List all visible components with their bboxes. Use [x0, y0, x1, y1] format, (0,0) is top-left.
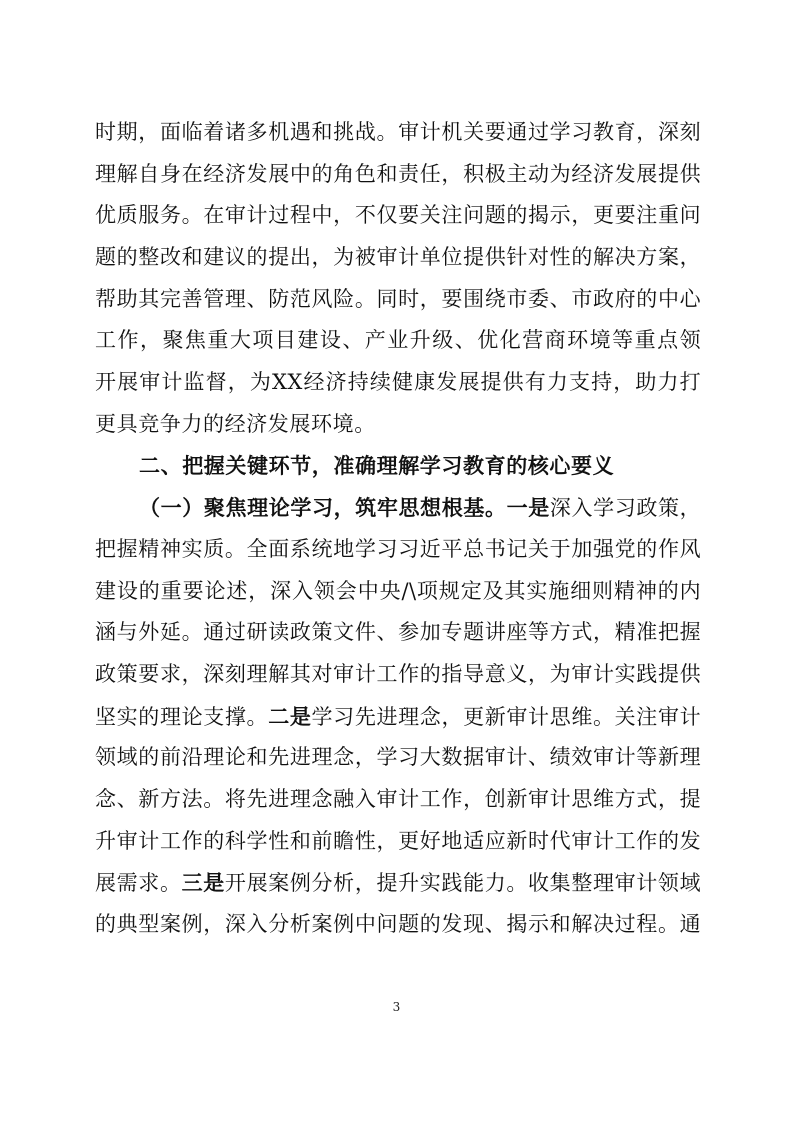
text-segment: 深入学习政策，: [549, 496, 701, 521]
text-segment: 学习先进理念，更新审计思维。关注审计: [311, 704, 701, 729]
text-line: 帮助其完善管理、防范风险。同时，要围绕市委、市政府的中心: [95, 286, 701, 311]
text-segment: 把握精神实质。全面系统地学习习近平总书记关于加强党的作风: [95, 536, 701, 561]
text-line: 开展审计监督，为XX经济持续健康发展提供有力支持，助力打: [95, 370, 701, 395]
text-segment: 开展案例分析，提升实践能力。收集整理审计领域: [224, 871, 701, 896]
text-line: [95, 696, 701, 738]
text-line: 工作，聚焦重大项目建设、产业升级、优化营商环境等重点领: [95, 328, 701, 353]
text-segment: 建设的重要论述，深入领会中央/\项规定及其实施细则精神的内: [95, 578, 701, 603]
text-line: [95, 779, 701, 821]
emphasis-label: 二是: [268, 703, 312, 729]
text-line: [95, 529, 701, 571]
text-segment: 涵与外延。通过研读政策文件、参加专题讲座等方式，精准把握: [95, 620, 701, 645]
text-segment: 展需求。: [95, 871, 182, 896]
text-segment: 领域的前沿理论和先进理念，学习大数据审计、绩效审计等新理: [95, 745, 701, 770]
text-line: 题的整改和建议的提出，为被审计单位提供针对性的解决方案，: [95, 245, 701, 270]
text-segment: 政策要求，深刻理解其对审计工作的指导意义，为审计实践提供: [95, 661, 701, 686]
text-line: [95, 487, 701, 529]
text-line: [95, 904, 701, 946]
text-line: 理解自身在经济发展中的角色和责任，积极主动为经济发展提供: [95, 161, 701, 186]
text-line: 更具竞争力的经济发展环境。: [95, 411, 376, 436]
emphasis-label: 三是: [181, 870, 225, 896]
text-line: [95, 654, 701, 696]
text-line: [95, 862, 701, 904]
text-line: [95, 571, 701, 613]
text-line: 优质服务。在审计过程中，不仅要关注问题的揭示，更要注重问: [95, 203, 701, 228]
page-number: 3: [392, 1000, 401, 1014]
text-line: [95, 737, 701, 779]
text-segment: 念、新方法。将先进理念融入审计工作，创新审计思维方式，提: [95, 787, 701, 811]
body-text: [95, 112, 701, 946]
subsection-title: （一）聚焦理论学习，筑牢思想根基。一是: [139, 495, 550, 521]
text-segment: 坚实的理论支撑。: [95, 704, 269, 729]
text-line: [95, 821, 701, 863]
section-heading: 二、把握关键环节，准确理解学习教育的核心要义: [139, 453, 615, 478]
text-line: [95, 612, 701, 654]
text-line: 时期，面临着诸多机遇和挑战。审计机关要通过学习教育，深刻: [95, 120, 701, 144]
text-segment: 的典型案例，深入分析案例中问题的发现、揭示和解决过程。通: [95, 912, 701, 937]
text-segment: 升审计工作的科学性和前瞻性，更好地适应新时代审计工作的发: [95, 828, 701, 853]
